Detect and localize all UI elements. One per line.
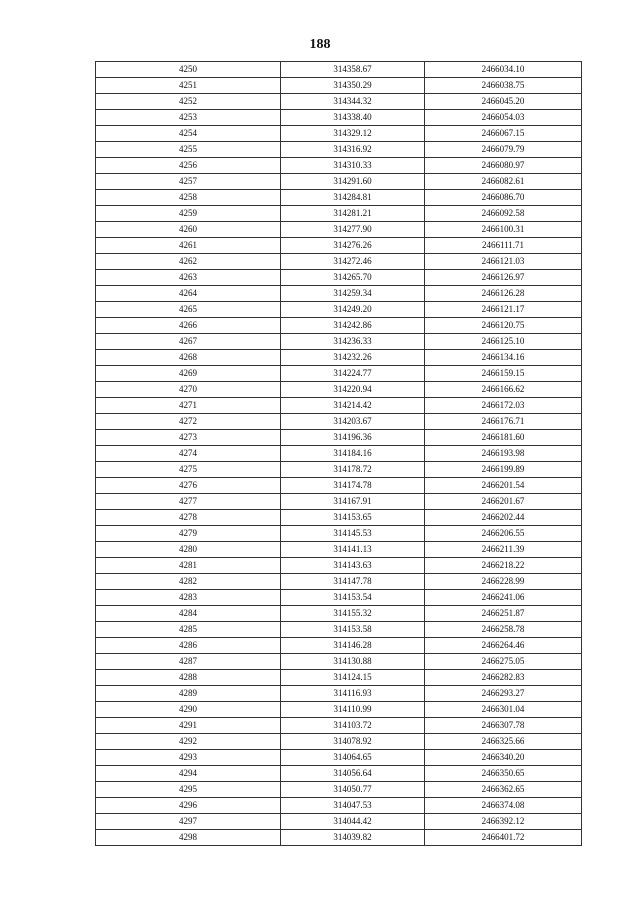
table-row	[96, 702, 582, 718]
y-coordinate-cell: 2466034.10	[425, 62, 582, 78]
point-number-cell: 4280	[96, 542, 281, 558]
x-coordinate-cell: 314265.70	[281, 270, 425, 286]
point-number-cell: 4293	[96, 750, 281, 766]
y-coordinate-cell: 2466325.66	[425, 734, 582, 750]
y-coordinate-cell: 2466201.67	[425, 494, 582, 510]
y-coordinate-cell: 2466307.78	[425, 718, 582, 734]
x-coordinate-cell: 314039.82	[281, 830, 425, 846]
x-coordinate-cell: 314316.92	[281, 142, 425, 158]
x-coordinate-cell: 314130.88	[281, 654, 425, 670]
y-coordinate-cell: 2466218.22	[425, 558, 582, 574]
table-row	[96, 606, 582, 622]
x-coordinate-cell: 314153.54	[281, 590, 425, 606]
point-number-cell: 4271	[96, 398, 281, 414]
point-number-cell: 4286	[96, 638, 281, 654]
y-coordinate-cell: 2466045.20	[425, 94, 582, 110]
point-number-cell: 4273	[96, 430, 281, 446]
table-row	[96, 270, 582, 286]
x-coordinate-cell: 314291.60	[281, 174, 425, 190]
y-coordinate-cell: 2466121.17	[425, 302, 582, 318]
x-coordinate-cell: 314276.26	[281, 238, 425, 254]
point-number-cell: 4275	[96, 462, 281, 478]
x-coordinate-cell: 314184.16	[281, 446, 425, 462]
table-row	[96, 574, 582, 590]
point-number-cell: 4258	[96, 190, 281, 206]
y-coordinate-cell: 2466206.55	[425, 526, 582, 542]
point-number-cell: 4257	[96, 174, 281, 190]
table-row	[96, 430, 582, 446]
table-row	[96, 526, 582, 542]
point-number-cell: 4298	[96, 830, 281, 846]
y-coordinate-cell: 2466134.16	[425, 350, 582, 366]
x-coordinate-cell: 314203.67	[281, 414, 425, 430]
x-coordinate-cell: 314146.28	[281, 638, 425, 654]
x-coordinate-cell: 314103.72	[281, 718, 425, 734]
point-number-cell: 4296	[96, 798, 281, 814]
table-row	[96, 158, 582, 174]
x-coordinate-cell: 314050.77	[281, 782, 425, 798]
x-coordinate-cell: 314236.33	[281, 334, 425, 350]
point-number-cell: 4262	[96, 254, 281, 270]
table-row	[96, 142, 582, 158]
point-number-cell: 4256	[96, 158, 281, 174]
point-number-cell: 4278	[96, 510, 281, 526]
table-row	[96, 366, 582, 382]
x-coordinate-cell: 314153.65	[281, 510, 425, 526]
point-number-cell: 4295	[96, 782, 281, 798]
x-coordinate-cell: 314310.33	[281, 158, 425, 174]
point-number-cell: 4270	[96, 382, 281, 398]
point-number-cell: 4259	[96, 206, 281, 222]
table-body	[96, 62, 582, 846]
y-coordinate-cell: 2466211.39	[425, 542, 582, 558]
point-number-cell: 4283	[96, 590, 281, 606]
table-row	[96, 254, 582, 270]
y-coordinate-cell: 2466079.79	[425, 142, 582, 158]
point-number-cell: 4291	[96, 718, 281, 734]
x-coordinate-cell: 314329.12	[281, 126, 425, 142]
y-coordinate-cell: 2466166.62	[425, 382, 582, 398]
y-coordinate-cell: 2466126.97	[425, 270, 582, 286]
x-coordinate-cell: 314116.93	[281, 686, 425, 702]
y-coordinate-cell: 2466401.72	[425, 830, 582, 846]
y-coordinate-cell: 2466100.31	[425, 222, 582, 238]
point-number-cell: 4290	[96, 702, 281, 718]
table-row	[96, 238, 582, 254]
x-coordinate-cell: 314044.42	[281, 814, 425, 830]
y-coordinate-cell: 2466054.03	[425, 110, 582, 126]
table-row	[96, 126, 582, 142]
point-number-cell: 4277	[96, 494, 281, 510]
y-coordinate-cell: 2466258.78	[425, 622, 582, 638]
table-row	[96, 318, 582, 334]
table-row	[96, 718, 582, 734]
table-row	[96, 462, 582, 478]
point-number-cell: 4268	[96, 350, 281, 366]
x-coordinate-cell: 314047.53	[281, 798, 425, 814]
y-coordinate-cell: 2466275.05	[425, 654, 582, 670]
table-row	[96, 622, 582, 638]
y-coordinate-cell: 2466201.54	[425, 478, 582, 494]
y-coordinate-cell: 2466374.08	[425, 798, 582, 814]
table-row	[96, 654, 582, 670]
point-number-cell: 4294	[96, 766, 281, 782]
y-coordinate-cell: 2466293.27	[425, 686, 582, 702]
y-coordinate-cell: 2466125.10	[425, 334, 582, 350]
table-row	[96, 286, 582, 302]
point-number-cell: 4289	[96, 686, 281, 702]
x-coordinate-cell: 314272.46	[281, 254, 425, 270]
table-row	[96, 446, 582, 462]
table-row	[96, 302, 582, 318]
table-row	[96, 830, 582, 846]
point-number-cell: 4282	[96, 574, 281, 590]
point-number-cell: 4281	[96, 558, 281, 574]
table-row	[96, 638, 582, 654]
y-coordinate-cell: 2466038.75	[425, 78, 582, 94]
x-coordinate-cell: 314178.72	[281, 462, 425, 478]
y-coordinate-cell: 2466092.58	[425, 206, 582, 222]
point-number-cell: 4288	[96, 670, 281, 686]
table-row	[96, 382, 582, 398]
point-number-cell: 4254	[96, 126, 281, 142]
x-coordinate-cell: 314141.13	[281, 542, 425, 558]
x-coordinate-cell: 314242.86	[281, 318, 425, 334]
point-number-cell: 4297	[96, 814, 281, 830]
y-coordinate-cell: 2466202.44	[425, 510, 582, 526]
y-coordinate-cell: 2466392.12	[425, 814, 582, 830]
x-coordinate-cell: 314214.42	[281, 398, 425, 414]
table-row	[96, 670, 582, 686]
table-row	[96, 414, 582, 430]
table-row	[96, 750, 582, 766]
table-row	[96, 334, 582, 350]
x-coordinate-cell: 314143.63	[281, 558, 425, 574]
y-coordinate-cell: 2466241.06	[425, 590, 582, 606]
x-coordinate-cell: 314249.20	[281, 302, 425, 318]
table-row	[96, 94, 582, 110]
coordinate-table	[95, 61, 582, 846]
y-coordinate-cell: 2466350.65	[425, 766, 582, 782]
point-number-cell: 4287	[96, 654, 281, 670]
x-coordinate-cell: 314167.91	[281, 494, 425, 510]
table-row	[96, 78, 582, 94]
x-coordinate-cell: 314277.90	[281, 222, 425, 238]
point-number-cell: 4267	[96, 334, 281, 350]
x-coordinate-cell: 314064.65	[281, 750, 425, 766]
y-coordinate-cell: 2466193.98	[425, 446, 582, 462]
y-coordinate-cell: 2466176.71	[425, 414, 582, 430]
table-row	[96, 542, 582, 558]
y-coordinate-cell: 2466121.03	[425, 254, 582, 270]
x-coordinate-cell: 314124.15	[281, 670, 425, 686]
point-number-cell: 4250	[96, 62, 281, 78]
table-row	[96, 686, 582, 702]
x-coordinate-cell: 314153.58	[281, 622, 425, 638]
table-row	[96, 190, 582, 206]
y-coordinate-cell: 2466067.15	[425, 126, 582, 142]
point-number-cell: 4255	[96, 142, 281, 158]
point-number-cell: 4276	[96, 478, 281, 494]
point-number-cell: 4272	[96, 414, 281, 430]
point-number-cell: 4260	[96, 222, 281, 238]
x-coordinate-cell: 314350.29	[281, 78, 425, 94]
point-number-cell: 4266	[96, 318, 281, 334]
x-coordinate-cell: 314259.34	[281, 286, 425, 302]
y-coordinate-cell: 2466080.97	[425, 158, 582, 174]
table-row	[96, 558, 582, 574]
page-number: 188	[309, 37, 331, 52]
x-coordinate-cell: 314224.77	[281, 366, 425, 382]
y-coordinate-cell: 2466228.99	[425, 574, 582, 590]
point-number-cell: 4285	[96, 622, 281, 638]
point-number-cell: 4279	[96, 526, 281, 542]
point-number-cell: 4284	[96, 606, 281, 622]
y-coordinate-cell: 2466181.60	[425, 430, 582, 446]
y-coordinate-cell: 2466172.03	[425, 398, 582, 414]
y-coordinate-cell: 2466120.75	[425, 318, 582, 334]
y-coordinate-cell: 2466251.87	[425, 606, 582, 622]
point-number-cell: 4263	[96, 270, 281, 286]
point-number-cell: 4264	[96, 286, 281, 302]
table-row	[96, 350, 582, 366]
y-coordinate-cell: 2466362.65	[425, 782, 582, 798]
point-number-cell: 4261	[96, 238, 281, 254]
x-coordinate-cell: 314281.21	[281, 206, 425, 222]
y-coordinate-cell: 2466199.89	[425, 462, 582, 478]
x-coordinate-cell: 314344.32	[281, 94, 425, 110]
y-coordinate-cell: 2466159.15	[425, 366, 582, 382]
y-coordinate-cell: 2466082.61	[425, 174, 582, 190]
y-coordinate-cell: 2466086.70	[425, 190, 582, 206]
point-number-cell: 4253	[96, 110, 281, 126]
y-coordinate-cell: 2466301.04	[425, 702, 582, 718]
table-row	[96, 814, 582, 830]
x-coordinate-cell: 314284.81	[281, 190, 425, 206]
point-number-cell: 4265	[96, 302, 281, 318]
x-coordinate-cell: 314232.26	[281, 350, 425, 366]
y-coordinate-cell: 2466126.28	[425, 286, 582, 302]
y-coordinate-cell: 2466340.20	[425, 750, 582, 766]
x-coordinate-cell: 314338.40	[281, 110, 425, 126]
table-row	[96, 206, 582, 222]
x-coordinate-cell: 314220.94	[281, 382, 425, 398]
table-row	[96, 174, 582, 190]
point-number-cell: 4269	[96, 366, 281, 382]
point-number-cell: 4252	[96, 94, 281, 110]
table-row	[96, 110, 582, 126]
x-coordinate-cell: 314078.92	[281, 734, 425, 750]
y-coordinate-cell: 2466111.71	[425, 238, 582, 254]
x-coordinate-cell: 314110.99	[281, 702, 425, 718]
table-row	[96, 222, 582, 238]
x-coordinate-cell: 314174.78	[281, 478, 425, 494]
table-row	[96, 734, 582, 750]
table-row	[96, 478, 582, 494]
x-coordinate-cell: 314196.36	[281, 430, 425, 446]
table-row	[96, 510, 582, 526]
point-number-cell: 4251	[96, 78, 281, 94]
y-coordinate-cell: 2466282.83	[425, 670, 582, 686]
x-coordinate-cell: 314056.64	[281, 766, 425, 782]
x-coordinate-cell: 314147.78	[281, 574, 425, 590]
table-row	[96, 766, 582, 782]
table-row	[96, 798, 582, 814]
point-number-cell: 4274	[96, 446, 281, 462]
table-row	[96, 62, 582, 78]
x-coordinate-cell: 314358.67	[281, 62, 425, 78]
point-number-cell: 4292	[96, 734, 281, 750]
table-row	[96, 782, 582, 798]
table-row	[96, 494, 582, 510]
x-coordinate-cell: 314145.53	[281, 526, 425, 542]
y-coordinate-cell: 2466264.46	[425, 638, 582, 654]
x-coordinate-cell: 314155.32	[281, 606, 425, 622]
table-row	[96, 590, 582, 606]
table-row	[96, 398, 582, 414]
